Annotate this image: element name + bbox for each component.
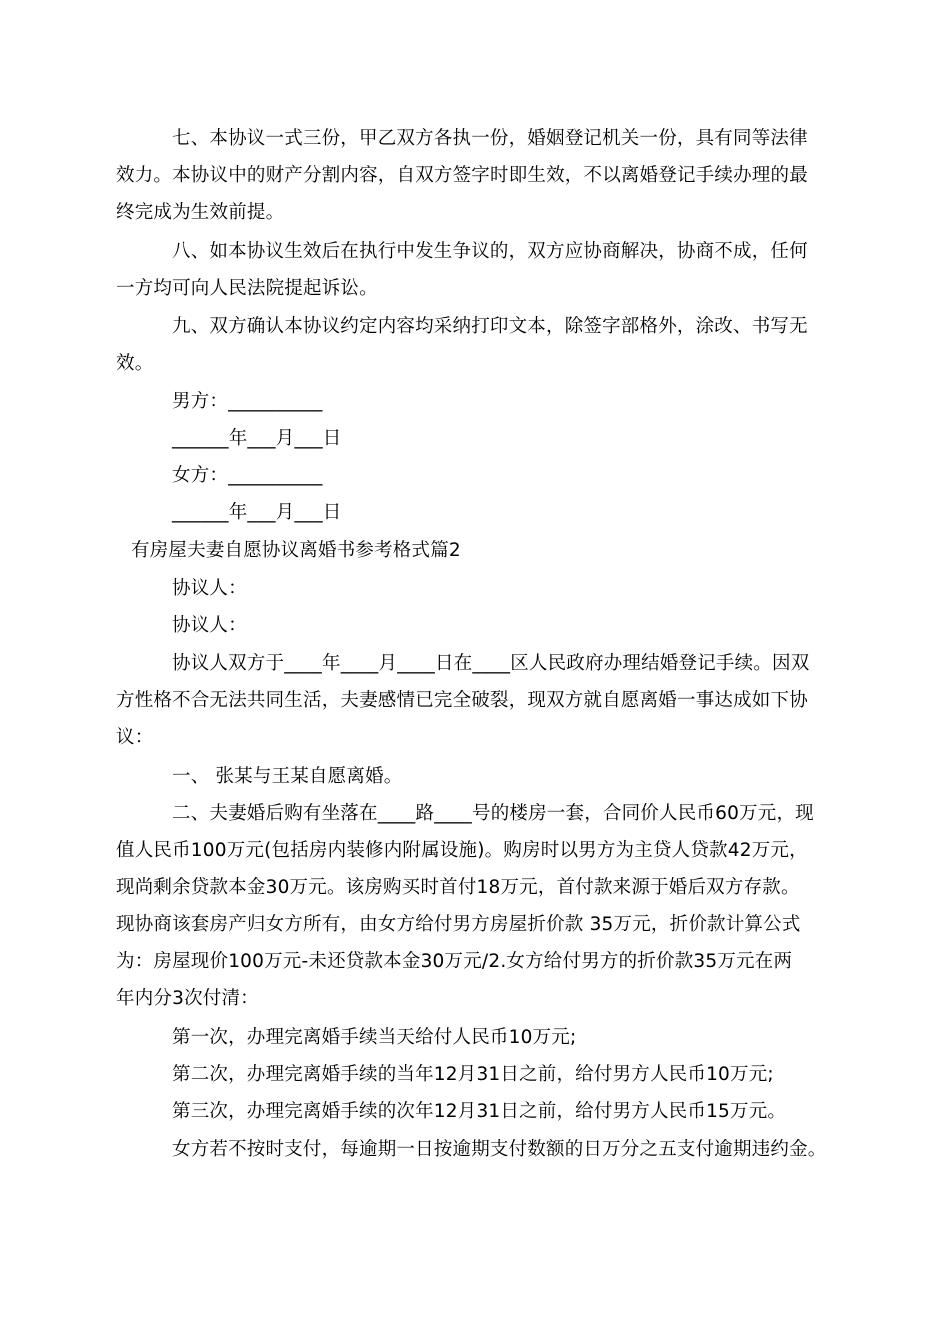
clause-2-line-6: 年内分3次付清： [116,988,259,1009]
paragraph-7-line-3: 终完成为生效前提。 [116,202,285,223]
payment-1-line: 第一次，办理完离婚手续当天给付人民币10万元; [172,1027,577,1048]
section-title: 有房屋夫妻自愿协议离婚书参考格式篇2 [131,540,461,561]
clause-2-line-3: 现尚剩余贷款本金30万元。该房购买时首付18万元，首付款来源于婚后双方存款。 [116,877,800,898]
male-signature-line: 男方：__________ [172,391,323,412]
female-signature-line: 女方：__________ [172,465,323,486]
intro-line-3: 议： [116,727,154,748]
paragraph-9-line-2: 效。 [116,353,154,374]
paragraph-9-line-1: 九、双方确认本协议约定内容均采纳打印文本，除签字部格外，涂改、书写无 [172,316,808,337]
clause-2-line-4: 现协商该套房产归女方所有，由女方给付男方房屋折价款 35万元，折价款计算公式 [116,914,801,935]
clause-2-line-1: 二、夫妻婚后购有坐落在____路____号的楼房一套，合同价人民币60万元，现 [172,803,814,824]
intro-line-1: 协议人双方于____年____月____日在____区人民政府办理结婚登记手续。因双 [172,653,810,674]
party-2-label: 协议人： [172,615,247,636]
paragraph-7-line-1: 七、本协议一式三份，甲乙双方各执一份，婚姻登记机关一份，具有同等法律 [172,128,808,149]
party-1-label: 协议人： [172,578,247,599]
payment-3-line: 第三次，办理完离婚手续的次年12月31日之前，给付男方人民币15万元。 [172,1101,787,1122]
late-payment-line: 女方若不按时支付，每逾期一日按逾期支付数额的日万分之五支付逾期违约金。 [172,1139,827,1160]
intro-line-2: 方性格不合无法共同生活，夫妻感情已完全破裂，现双方就自愿离婚一事达成如下协 [116,690,808,711]
clause-1-line: 一、 张某与王某自愿离婚。 [172,766,403,787]
payment-2-line: 第二次，办理完离婚手续的当年12月31日之前，给付男方人民币10万元; [172,1064,774,1085]
clause-2-line-2: 值人民币100万元(包括房内装修内附属设施)。购房时以男方为主贷人贷款42万元， [116,840,808,861]
clause-2-line-5: 为：房屋现价100万元-未还贷款本金30万元/2.女方给付男方的折价款35万元在两 [116,951,793,972]
female-date-line: ______年___月___日 [172,502,342,523]
paragraph-8-line-2: 一方均可向人民法院提起诉讼。 [116,278,378,299]
paragraph-7-line-2: 效力。本协议中的财产分割内容，自双方签字时即生效，不以离婚登记手续办理的最 [116,165,808,186]
paragraph-8-line-1: 八、如本协议生效后在执行中发生争议的，双方应协商解决，协商不成，任何 [172,241,808,262]
male-date-line: ______年___月___日 [172,428,342,449]
